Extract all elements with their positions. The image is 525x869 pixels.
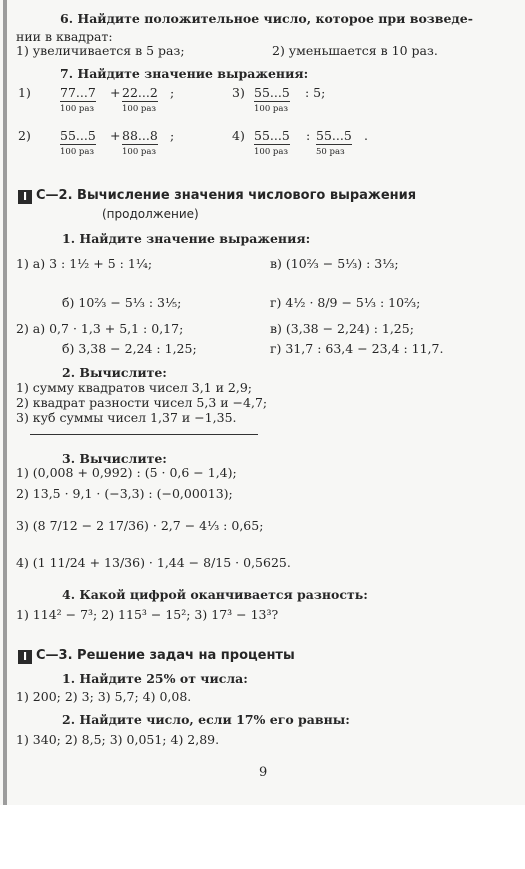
t7-2-end: ; [170, 128, 175, 143]
task7-title: 7. Найдите значение выражения: [60, 66, 309, 81]
section-c2-heading [18, 188, 416, 204]
c2-t1-1a: 1) а) 3 : 1½ + 5 : 1¼; [16, 256, 153, 271]
c2-t1-1d: г) 4½ · 8/9 − 5⅓ : 10⅔; [270, 295, 421, 310]
t7-1-term-b: 22...2 100 раз [122, 85, 158, 114]
t7-1-op: + [110, 85, 121, 100]
t7-4-end: . [364, 128, 368, 143]
t7-2-term-a: 55...5 100 раз [60, 128, 96, 157]
c2-task1-title: 1. Найдите значение выражения: [62, 231, 311, 246]
section-marker: I [18, 650, 32, 664]
task6-option-2: 2) уменьшается в 10 раз. [272, 43, 438, 58]
section-marker: I [18, 190, 32, 204]
section-c2-title: С—2. Вычисление значения числового выражения [36, 188, 417, 203]
c2-t1-2a: 2) а) 0,7 · 1,3 + 5,1 : 0,17; [16, 321, 184, 336]
c2-t2-3: 3) куб суммы чисел 1,37 и −1,35. [16, 410, 237, 425]
t7-4-term-b: 55...5 50 раз [316, 128, 352, 157]
section-c3-title: С—3. Решение задач на проценты [36, 648, 295, 663]
c2-t3-4: 4) (1 11/24 + 13/36) · 1,44 − 8/15 · 0,5625. [16, 555, 291, 570]
c2-task2-title: 2. Вычислите: [62, 365, 167, 380]
c3-t2-line: 1) 340; 2) 8,5; 3) 0,051; 4) 2,89. [16, 732, 220, 747]
t7-4-number: 4) [232, 128, 245, 143]
section-c2-subtitle: (продолжение) [102, 207, 199, 221]
task6-option-1: 1) увеличивается в 5 раз; [16, 43, 185, 58]
t7-2-op: + [110, 128, 121, 143]
c2-task4-title: 4. Какой цифрой оканчивается разность: [62, 587, 368, 602]
c3-task1-title: 1. Найдите 25% от числа: [62, 671, 248, 686]
t7-1-end: ; [170, 85, 175, 100]
c2-task3-title: 3. Вычислите: [62, 451, 167, 466]
t7-2-number: 2) [18, 128, 31, 143]
c2-t2-1: 1) сумму квадратов чисел 3,1 и 2,9; [16, 380, 252, 395]
t7-4-op: : [306, 128, 311, 143]
c3-t1-line: 1) 200; 2) 3; 3) 5,7; 4) 0,08. [16, 689, 192, 704]
book-spine-edge [3, 0, 7, 805]
t7-4-term-a: 55...5 100 раз [254, 128, 290, 157]
task6-line1: 6. Найдите положительное число, которое при возведе- [60, 11, 473, 26]
t7-1-number: 1) [18, 85, 31, 100]
c2-t2-2: 2) квадрат разности чисел 5,3 и −4,7; [16, 395, 268, 410]
section-c3-heading [18, 648, 295, 664]
c2-t1-2c: б) 3,38 − 2,24 : 1,25; [62, 341, 197, 356]
t7-3-term-a: 55...5 100 раз [254, 85, 290, 114]
c2-t1-1c: б) 10⅔ − 5⅓ : 3⅕; [62, 295, 182, 310]
c2-t1-2b: в) (3,38 − 2,24) : 1,25; [270, 321, 414, 336]
page-number: 9 [259, 765, 268, 780]
c3-task2-title: 2. Найдите число, если 17% его равны: [62, 712, 350, 727]
c2-t3-2: 2) 13,5 · 9,1 · (−3,3) : (−0,00013); [16, 486, 233, 501]
t7-1-term-a: 77...7 100 раз [60, 85, 96, 114]
task6-line2: нии в квадрат: [16, 29, 113, 44]
c2-t1-1b: в) (10⅔ − 5⅓) : 3⅓; [270, 256, 399, 271]
c2-t3-3: 3) (8 7/12 − 2 17/36) · 2,7 − 4⅓ : 0,65; [16, 518, 264, 533]
divider-line [30, 434, 258, 435]
t7-3-rest: : 5; [305, 85, 326, 100]
t7-3-number: 3) [232, 85, 245, 100]
c2-t4-line: 1) 114² − 7³; 2) 115³ − 15²; 3) 17³ − 13³? [16, 607, 279, 622]
t7-2-term-b: 88...8 100 раз [122, 128, 158, 157]
c2-t1-2d: г) 31,7 : 63,4 − 23,4 : 11,7. [270, 341, 444, 356]
c2-t3-1: 1) (0,008 + 0,992) : (5 · 0,6 − 1,4); [16, 465, 237, 480]
